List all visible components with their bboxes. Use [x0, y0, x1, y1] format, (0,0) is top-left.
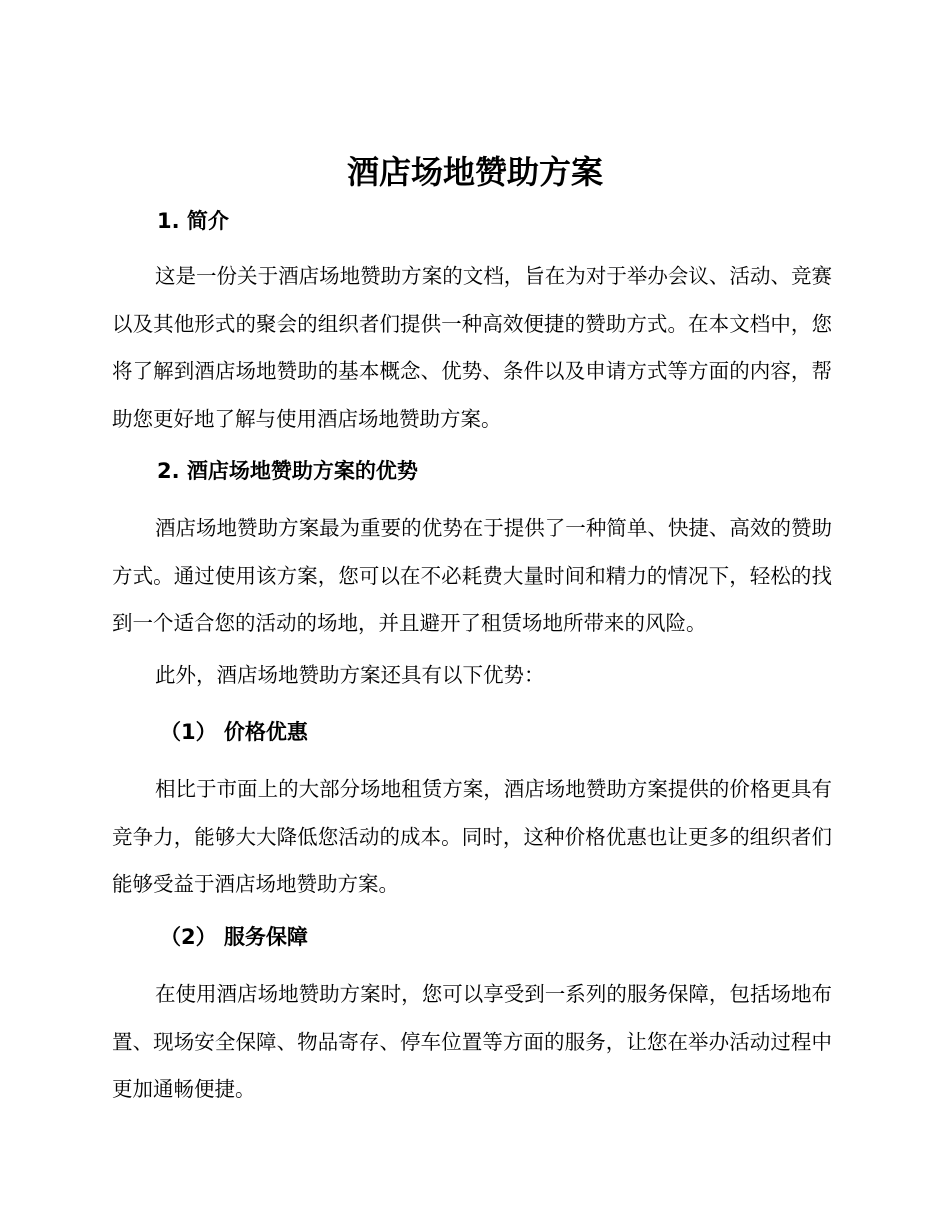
paragraph-additional-advantages: 此外，酒店场地赞助方案还具有以下优势：	[155, 663, 545, 687]
subsection-heading-price: （1） 价格优惠	[160, 720, 308, 744]
paragraph-service: 在使用酒店场地赞助方案时，您可以享受到一系列的服务保障，包括场地布置、现场安全保障、物品寄存、停车位置等方面的服务，让您在举办活动过程中更加通畅便捷。	[112, 982, 832, 1101]
document-title: 酒店场地赞助方案	[346, 153, 603, 191]
subsection-heading-service: （2） 服务保障	[160, 925, 308, 949]
paragraph-price: 相比于市面上的大部分场地租赁方案，酒店场地赞助方案提供的价格更具有竞争力，能够大大降低您活动的成本。同时，这种价格优惠也让更多的组织者们能够受益于酒店场地赞助方案。	[112, 777, 832, 896]
section-heading-advantages: 2. 酒店场地赞助方案的优势	[157, 459, 418, 483]
section-heading-intro: 1. 简介	[157, 209, 229, 233]
paragraph-advantages: 酒店场地赞助方案最为重要的优势在于提供了一种简单、快捷、高效的赞助方式。通过使用该方案，您可以在不必耗费大量时间和精力的情况下，轻松的找到一个适合您的活动的场地，并且避开了租赁场地所带来的风险。	[112, 516, 832, 635]
paragraph-intro: 这是一份关于酒店场地赞助方案的文档，旨在为对于举办会议、活动、竞赛以及其他形式的聚会的组织者们提供一种高效便捷的赞助方式。在本文档中，您将了解到酒店场地赞助的基本概念、优势、条件以及申请方式等方面的内容，帮助您更好地了解与使用酒店场地赞助方案。	[112, 264, 832, 431]
